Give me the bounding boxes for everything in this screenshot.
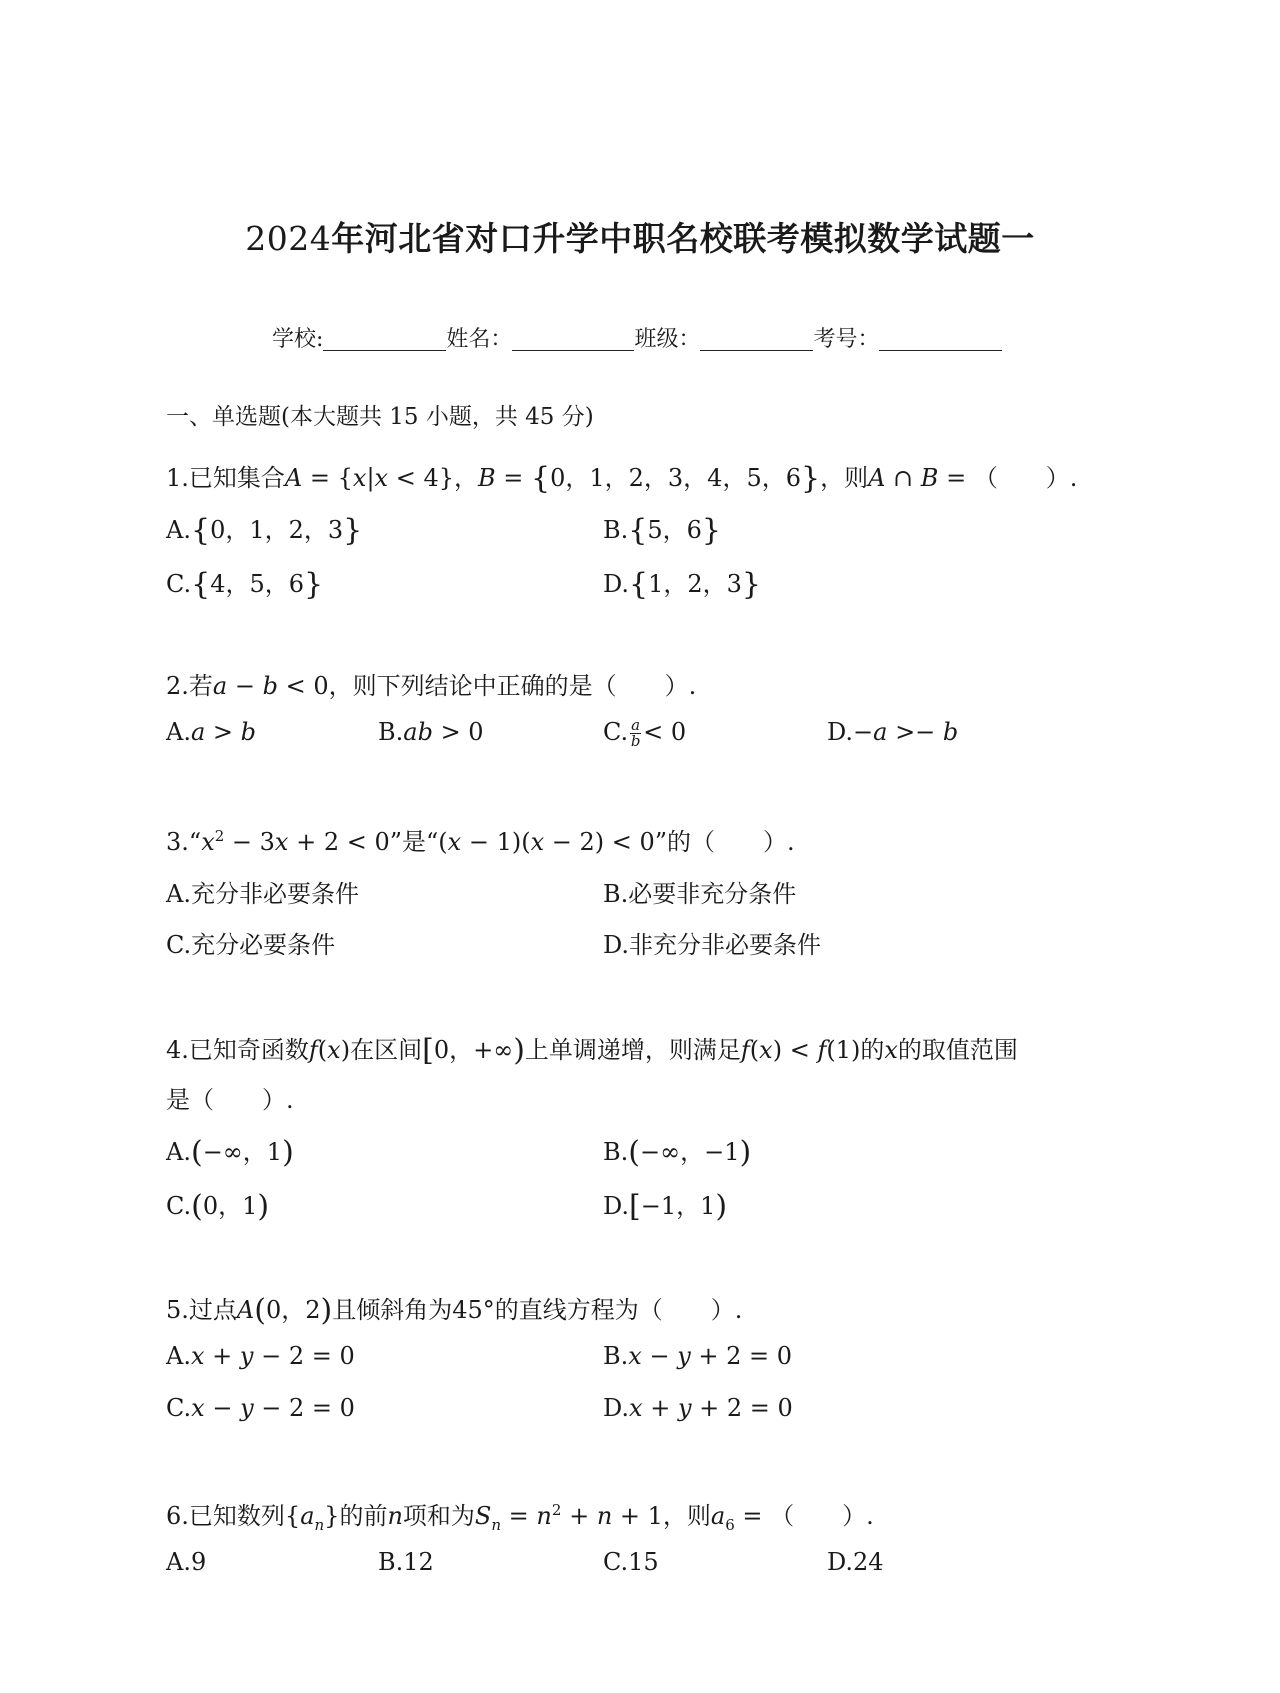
math-expr: $S_n = n^2 + n + 1$ bbox=[474, 1501, 663, 1534]
question-text: ，则下列结论中正确的是（ ）. bbox=[328, 672, 697, 700]
question-number: 4. bbox=[166, 1036, 189, 1064]
option-label: A. bbox=[166, 1342, 191, 1370]
class-label: 班级： bbox=[634, 327, 701, 352]
math-expr: f(x) bbox=[308, 1036, 351, 1064]
option-label: C. bbox=[166, 1394, 192, 1422]
math-expr: {0，1，2，3} bbox=[190, 513, 363, 548]
page-title bbox=[0, 213, 1280, 260]
question-text: ，则 bbox=[820, 464, 869, 492]
math-expr: $\{a_n\}$ bbox=[284, 1502, 340, 1534]
question-number: 3. bbox=[166, 828, 189, 856]
option-label: C. bbox=[166, 570, 192, 598]
option-label: B. bbox=[603, 1342, 629, 1370]
question-number: 6. bbox=[166, 1502, 189, 1530]
q4-option-c[interactable] bbox=[166, 1186, 270, 1224]
question-text: 过点 bbox=[188, 1296, 237, 1324]
math-expr: (0，1) bbox=[191, 1189, 270, 1224]
question-number: 2. bbox=[166, 672, 189, 700]
q2-option-d[interactable] bbox=[827, 718, 958, 746]
question-text: 若 bbox=[188, 672, 213, 700]
option-label: B. bbox=[603, 1138, 629, 1166]
q6-option-a[interactable]: A.9 bbox=[166, 1548, 207, 1576]
math-expr: (−∞，−1) bbox=[628, 1135, 752, 1170]
question-number: 5. bbox=[166, 1296, 189, 1324]
question-text: 上单调递增，则满足 bbox=[524, 1036, 741, 1064]
math-expr: n bbox=[387, 1502, 403, 1530]
option-label: B. bbox=[603, 516, 629, 544]
q1-option-a[interactable] bbox=[166, 510, 363, 548]
math-expr: $a_6$ = bbox=[710, 1502, 771, 1534]
math-expr: (−∞，1) bbox=[190, 1135, 294, 1170]
number-blank[interactable] bbox=[879, 328, 1002, 351]
math-expr: ab > 0 bbox=[403, 718, 484, 746]
math-expr: A = {x|x < 4}，B = {0，1，2，3，4，5，6} bbox=[284, 461, 821, 496]
math-expr: {4，5，6} bbox=[191, 567, 324, 602]
math-expr: [−1，1) bbox=[629, 1189, 728, 1224]
section-heading: 一、单选题(本大题共 15 小题，共 45 分) bbox=[166, 404, 594, 430]
question-text: ，则 bbox=[662, 1502, 711, 1530]
question-text: 的前 bbox=[339, 1502, 388, 1530]
question-text: ”是“ bbox=[389, 828, 439, 856]
option-label: A. bbox=[166, 718, 191, 746]
question-1 bbox=[166, 458, 1078, 496]
math-expr: $x^2 - 3x + 2 < 0$ bbox=[201, 827, 390, 856]
option-label: D. bbox=[827, 718, 854, 746]
q4-option-d[interactable] bbox=[603, 1186, 728, 1224]
q6-option-d[interactable]: D.24 bbox=[827, 1548, 884, 1576]
option-label: D. bbox=[603, 570, 630, 598]
q3-option-a[interactable]: A.充分非必要条件 bbox=[166, 880, 359, 908]
name-blank[interactable] bbox=[512, 328, 634, 351]
q5-option-d[interactable] bbox=[603, 1394, 793, 1422]
math-expr: (x − 1)(x − 2) < 0 bbox=[438, 828, 655, 856]
q5-option-a[interactable] bbox=[166, 1342, 355, 1370]
question-text: （ ）. bbox=[770, 1502, 874, 1530]
q2-option-a[interactable] bbox=[166, 718, 256, 746]
math-expr: A ∩ B = bbox=[868, 464, 974, 492]
q1-option-c[interactable] bbox=[166, 564, 324, 602]
question-3 bbox=[166, 822, 795, 857]
option-label: A. bbox=[166, 516, 191, 544]
school-label: 学校: bbox=[272, 327, 324, 352]
title-year: 2024 bbox=[245, 219, 332, 258]
question-text: 的 bbox=[860, 1036, 885, 1064]
question-4 bbox=[166, 1030, 1018, 1068]
question-4-line-2: 是（ ）. bbox=[166, 1086, 294, 1114]
math-expr: f(x) < f(1) bbox=[740, 1036, 861, 1064]
q2-option-c[interactable] bbox=[603, 718, 686, 749]
option-label: B. bbox=[378, 718, 404, 746]
q4-option-b[interactable] bbox=[603, 1132, 752, 1170]
q5-option-b[interactable] bbox=[603, 1342, 792, 1370]
math-expr: −a >− b bbox=[853, 718, 959, 746]
math-expr: {5，6} bbox=[628, 513, 721, 548]
math-expr: x + y + 2 = 0 bbox=[629, 1394, 793, 1422]
q3-option-d[interactable]: D.非充分非必要条件 bbox=[603, 931, 822, 959]
school-blank[interactable] bbox=[323, 328, 446, 351]
name-label: 姓名： bbox=[446, 327, 513, 352]
title-text: 年河北省对口升学中职名校联考模拟数学试题一 bbox=[331, 219, 1035, 258]
question-text: 在区间 bbox=[350, 1036, 423, 1064]
math-expr: x − y + 2 = 0 bbox=[628, 1342, 793, 1370]
math-expr: x bbox=[884, 1036, 898, 1064]
question-2 bbox=[166, 666, 696, 701]
q5-option-c[interactable] bbox=[166, 1394, 355, 1422]
math-expr: {1，2，3} bbox=[629, 567, 762, 602]
question-text: 且倾斜角为 bbox=[332, 1296, 453, 1324]
question-text: 的取值范围 bbox=[897, 1036, 1018, 1064]
q1-option-b[interactable] bbox=[603, 510, 721, 548]
q6-option-c[interactable]: C.15 bbox=[603, 1548, 659, 1576]
math-expr: a > b bbox=[190, 718, 257, 746]
number-label: 考号： bbox=[813, 327, 880, 352]
math-expr: x − y − 2 = 0 bbox=[191, 1394, 355, 1422]
question-text: ”的（ ）. bbox=[654, 828, 795, 856]
question-text: 项和为 bbox=[402, 1502, 475, 1530]
question-text: 已知集合 bbox=[188, 464, 285, 492]
option-label: A. bbox=[166, 1138, 191, 1166]
math-expr: 45° bbox=[452, 1296, 495, 1324]
math-expr: x + y − 2 = 0 bbox=[190, 1342, 355, 1370]
question-number: 1. bbox=[166, 464, 189, 492]
question-text: 已知奇函数 bbox=[188, 1036, 309, 1064]
q6-option-b[interactable]: B.12 bbox=[378, 1548, 434, 1576]
class-blank[interactable] bbox=[700, 328, 813, 351]
student-info-line bbox=[272, 322, 1002, 353]
math-expr: [0，+∞) bbox=[422, 1033, 525, 1068]
question-text: “ bbox=[188, 828, 202, 856]
q2-option-b[interactable] bbox=[378, 718, 484, 746]
math-expr: a − b < 0 bbox=[212, 672, 329, 700]
q4-option-a[interactable] bbox=[166, 1132, 294, 1170]
q1-option-d[interactable] bbox=[603, 564, 762, 602]
q3-option-b[interactable]: B.必要非充分条件 bbox=[603, 880, 797, 908]
option-label: C. bbox=[166, 1192, 192, 1220]
math-expr: A(0，2) bbox=[236, 1293, 333, 1328]
option-label: D. bbox=[603, 1192, 630, 1220]
question-text: 已知数列 bbox=[188, 1502, 285, 1530]
option-label: D. bbox=[603, 1394, 630, 1422]
question-5 bbox=[166, 1290, 743, 1328]
question-6 bbox=[166, 1496, 874, 1534]
option-label: C. bbox=[603, 718, 629, 746]
q3-option-c[interactable]: C.充分必要条件 bbox=[166, 931, 336, 959]
fraction: $\frac{a}{b}$ bbox=[630, 716, 641, 750]
math-expr: < 0 bbox=[643, 718, 687, 746]
question-text: 的直线方程为（ ）. bbox=[494, 1296, 743, 1324]
question-text: （ ）. bbox=[973, 464, 1078, 492]
